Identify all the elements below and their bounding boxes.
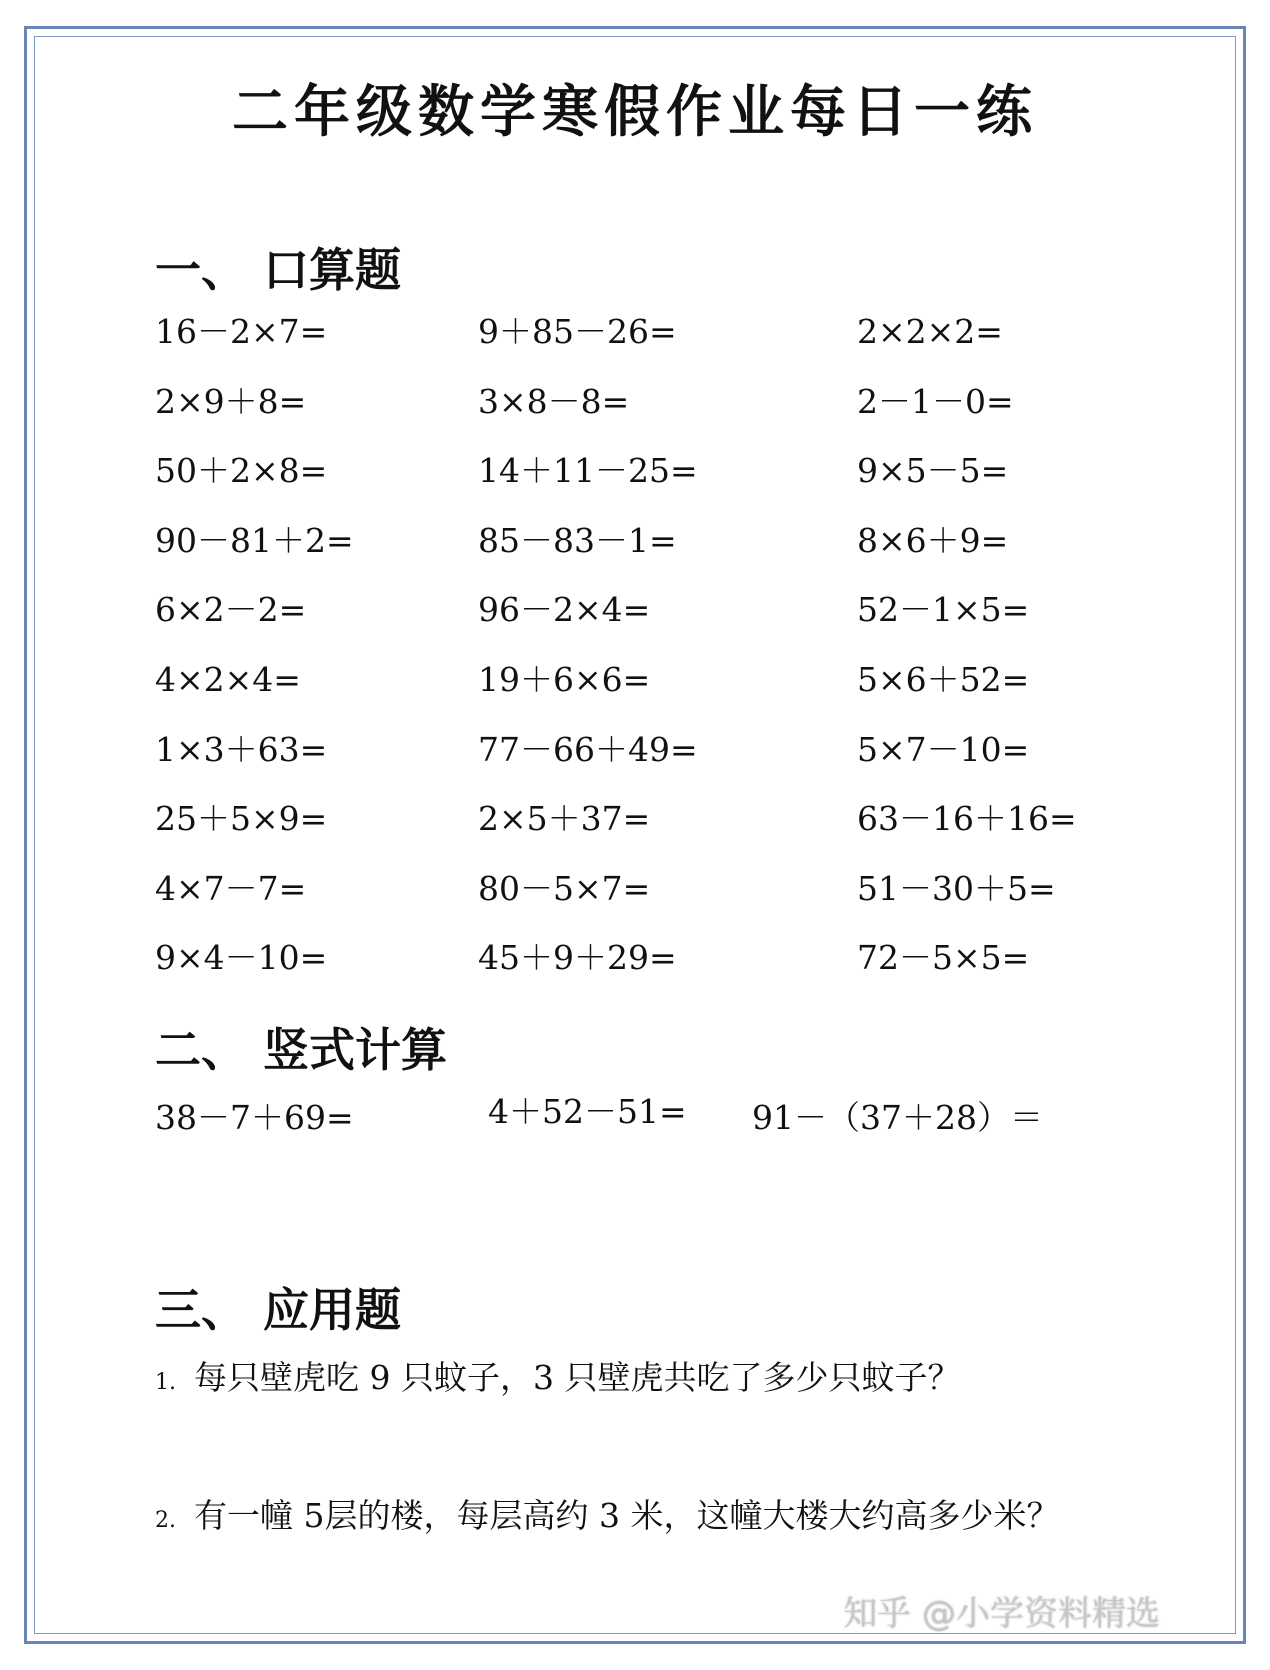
oral-calc-item: 96－2×4= — [478, 590, 651, 629]
oral-calc-item: 4×2×4= — [155, 660, 301, 699]
oral-calc-item: 51－30＋5= — [857, 869, 1056, 908]
oral-calc-item: 5×7－10= — [857, 730, 1030, 769]
oral-calc-item: 9×5－5= — [857, 451, 1009, 490]
oral-calc-item: 90－81＋2= — [155, 521, 354, 560]
vertical-calc-item: 4＋52－51= — [488, 1092, 687, 1131]
oral-calc-item: 2×2×2= — [857, 312, 1003, 351]
problem-number: 1. — [155, 1370, 176, 1395]
vertical-calc-item: 38－7＋69= — [155, 1098, 354, 1137]
oral-calc-item: 72－5×5= — [857, 938, 1030, 977]
oral-calc-item: 8×6＋9= — [857, 521, 1009, 560]
problem-text: 有一幢 5层的楼，每层高约 3 米，这幢大楼大约高多少米？ — [194, 1496, 1060, 1535]
oral-calc-item: 14＋11－25= — [478, 451, 698, 490]
oral-calc-item: 25＋5×9= — [155, 799, 328, 838]
oral-calc-item: 4×7－7= — [155, 869, 307, 908]
oral-calc-item: 9×4－10= — [155, 938, 328, 977]
oral-calc-item: 52－1×5= — [857, 590, 1030, 629]
word-problem-1 — [155, 1358, 960, 1403]
oral-calc-item: 63－16＋16= — [857, 799, 1077, 838]
section-heading-word-problems: 三、 应用题 — [155, 1283, 402, 1337]
vertical-calc-item: 91－（37＋28）＝ — [752, 1098, 1043, 1137]
oral-calc-item: 3×8－8= — [478, 382, 630, 421]
oral-calc-item: 50＋2×8= — [155, 451, 328, 490]
oral-calc-item: 85－83－1= — [478, 521, 677, 560]
problem-number: 2. — [155, 1508, 176, 1533]
oral-calc-item: 16－2×7= — [155, 312, 328, 351]
problem-text: 每只壁虎吃 9 只蚊子，3 只壁虎共吃了多少只蚊子？ — [194, 1358, 961, 1397]
oral-calc-item: 2×9＋8= — [155, 382, 307, 421]
oral-calc-item: 2×5＋37= — [478, 799, 651, 838]
oral-calc-item: 45＋9＋29= — [478, 938, 677, 977]
page-title: 二年级数学寒假作业每日一练 — [232, 80, 1038, 145]
oral-calc-item: 19＋6×6= — [478, 660, 651, 699]
section-heading-oral-calc: 一、 口算题 — [155, 243, 402, 297]
watermark: 知乎 @小学资料精选 — [843, 1594, 1160, 1634]
oral-calc-item: 5×6＋52= — [857, 660, 1030, 699]
oral-calc-item: 1×3＋63= — [155, 730, 328, 769]
oral-calc-item: 9＋85－26= — [478, 312, 677, 351]
section-heading-vertical-calc: 二、 竖式计算 — [155, 1023, 448, 1077]
oral-calc-item: 6×2－2= — [155, 590, 307, 629]
oral-calc-item: 80－5×7= — [478, 869, 651, 908]
oral-calc-item: 77－66＋49= — [478, 730, 698, 769]
word-problem-2 — [155, 1496, 1059, 1541]
oral-calc-item: 2－1－0= — [857, 382, 1014, 421]
